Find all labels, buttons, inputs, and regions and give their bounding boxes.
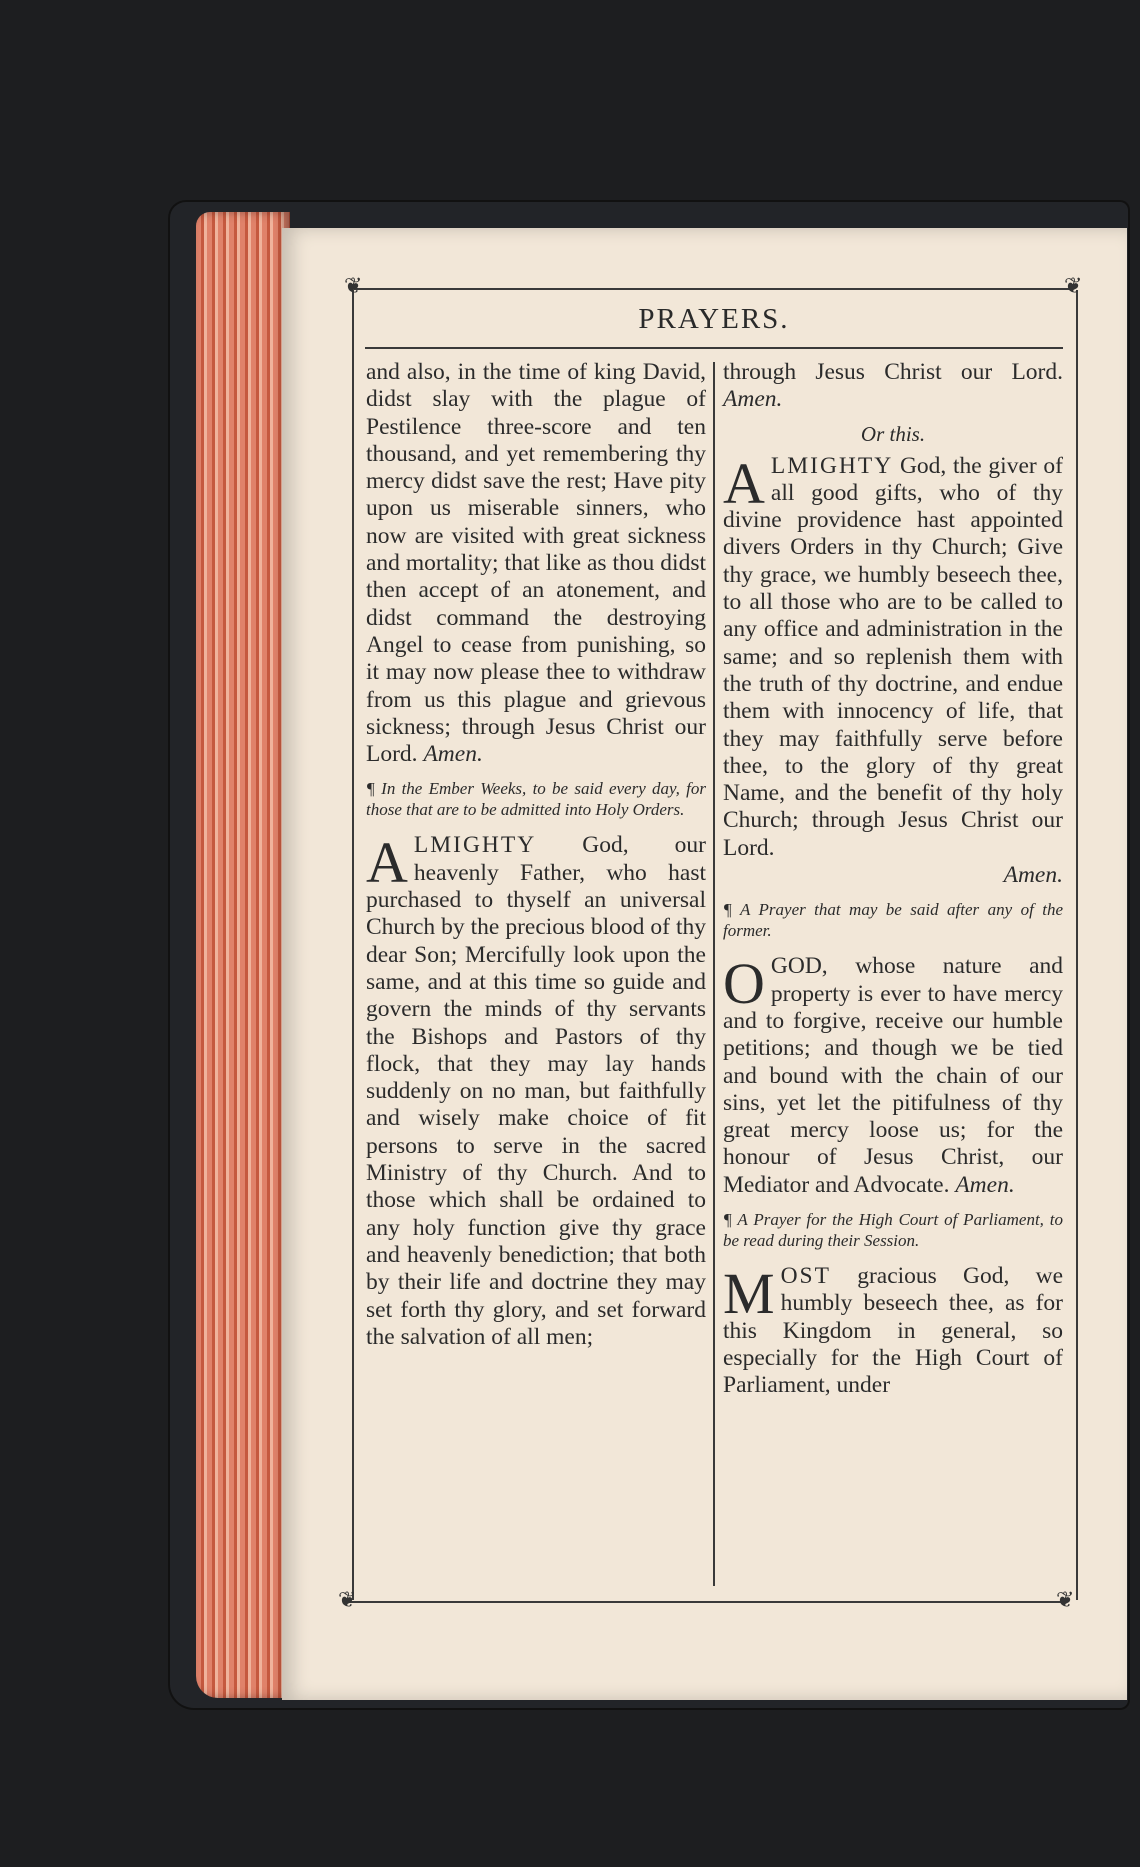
right-column bbox=[723, 359, 1063, 1400]
drop-cap: A bbox=[366, 830, 408, 896]
frame-left-rule bbox=[352, 290, 354, 1600]
left-column bbox=[366, 359, 706, 1351]
amen-line: Amen. bbox=[1003, 862, 1063, 889]
frame-bottom-rule bbox=[348, 1601, 1064, 1603]
drop-cap: O bbox=[723, 951, 765, 1017]
paragraph-ember-prayer-2: ALMIGHTY God, the giver of all good gifts, who of thy divine providence hast appointed divers Orders in thy Church; Give thy grace, we humbly beseech thee, to all those who are to be called to any office and administration in the same; and so replenish them with the truth of thy doctrine, and endue them with innocency of life, that they may faithfully serve before thee, to the glory of thy great Name, and the benefit of thy holy Church; through Jesus Christ our Lord. bbox=[723, 450, 1063, 861]
drop-cap: A bbox=[723, 450, 765, 516]
paragraph-pestilence: and also, in the time of king David, didst slay with the plague of Pestilence three-score and ten thousand, and yet remembering thy mercy didst save the rest; Have pity upon us miserable sinners, who now are visited with great sickness and mortality; that like as thou didst then accept of an atonement, and didst command the destroying Angel to cease from punishing, so it may now please thee to withdraw from us this plague and grievous sickness; through Jesus Christ our Lord. Amen. bbox=[366, 359, 706, 768]
ornament-bottom-right-icon: ❦ bbox=[1056, 1588, 1075, 1613]
paragraph-parliament: MOST gracious God, we humbly beseech thee, as for this Kingdom in general, so especially for the High Court of Parliament, under bbox=[723, 1261, 1063, 1399]
paragraph-continuation: through Jesus Christ our Lord. Amen. bbox=[723, 359, 1063, 413]
rubric-ember-weeks: ¶ In the Ember Weeks, to be said every day, for those that are to be admitted into Holy Orders. bbox=[366, 779, 706, 820]
page-title: PRAYERS. bbox=[638, 303, 790, 335]
rubric-or-this: Or this. bbox=[860, 421, 926, 446]
drop-cap: M bbox=[723, 1261, 775, 1327]
paragraph-ember-prayer-1: ALMIGHTY God, our heavenly Father, who hast purchased to thyself an universal Church by the precious blood of thy dear Son; Mercifully look upon the same, and at this time so guide and govern the minds of thy servants the Bishops and Pastors of thy flock, that they may lay hands suddenly on no man, but faithfully and wisely make choice of fit persons to serve in the sacred Ministry of thy Church. And to those which shall be ordained to any holy function give thy grace and heavenly benediction; that both by their life and doctrine they may set forth thy glory, and set forward the salvation of all men; bbox=[366, 830, 706, 1350]
paragraph-o-god: O GOD, whose nature and property is ever to have mercy and to forgive, receive our humble petitions; and though we be tied and bound with the chain of our sins, yet let the pitifulness of thy great mercy loose us; for the honour of Jesus Christ, our Mediator and Advocate. Amen. bbox=[723, 951, 1063, 1198]
frame-top-rule bbox=[354, 288, 1072, 290]
ornament-top-left-icon: ❦ bbox=[344, 274, 363, 299]
column-divider bbox=[713, 362, 715, 1586]
page-edges bbox=[196, 212, 290, 1698]
ornament-top-right-icon: ❦ bbox=[1064, 274, 1083, 299]
ornament-bottom-left-icon: ❦ bbox=[338, 1588, 357, 1613]
frame-right-rule bbox=[1076, 290, 1078, 1600]
rubric-parliament: ¶ A Prayer for the High Court of Parliament, to be read during their Session. bbox=[723, 1210, 1063, 1251]
rubric-after-former: ¶ A Prayer that may be said after any of the former. bbox=[723, 900, 1063, 941]
header-rule bbox=[365, 347, 1063, 349]
